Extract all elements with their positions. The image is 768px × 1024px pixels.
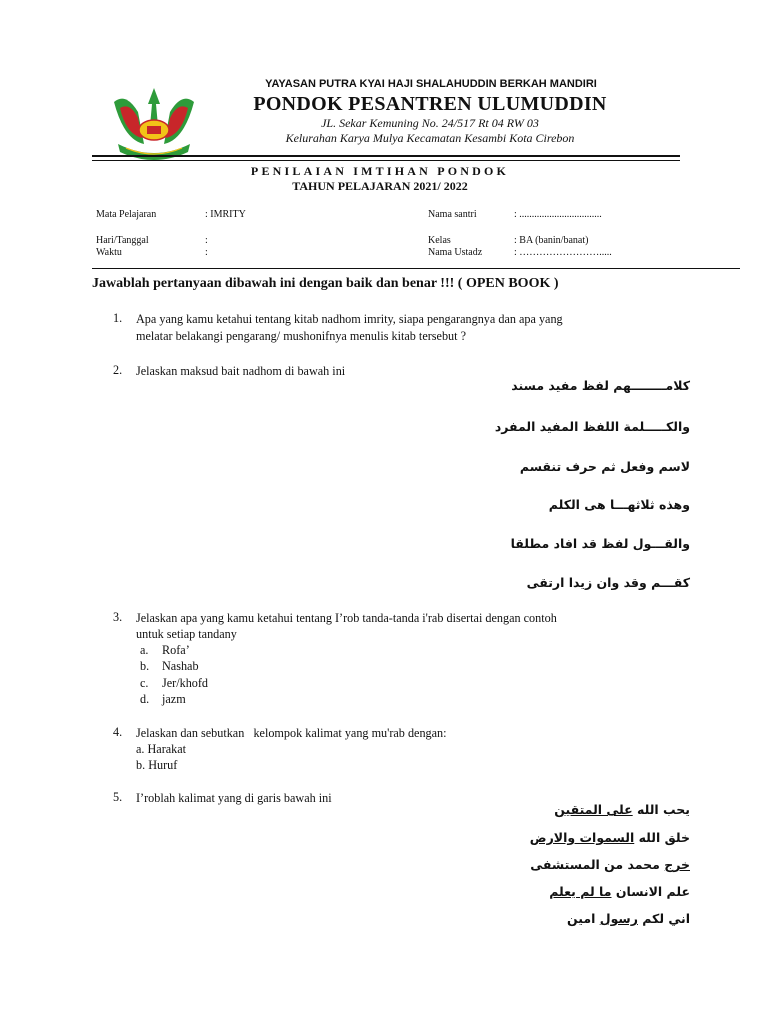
q3-item-text: Nashab [162, 659, 199, 673]
class-value: : BA (banin/banat) [514, 235, 589, 246]
subject-label: Mata Pelajaran [96, 209, 157, 220]
q5-sentence-3 [530, 857, 690, 872]
q3-item-text: jazm [162, 692, 186, 706]
q3-item-mark: a. [140, 643, 149, 657]
q1-line2: melatar belakangi pengarang/ mushonifnya menulis kitab tersebut ? [136, 329, 466, 343]
q5-rest: محمد من المستشفى [530, 857, 665, 872]
header-rule-thick [92, 155, 680, 157]
q4-option-b: b. Huruf [136, 758, 178, 772]
q2-verse-6: كقـــم وقد وان زيدا ارتقى [526, 575, 690, 590]
q4-option-a: a. Harakat [136, 742, 187, 756]
q4-text: Jelaskan dan sebutkan kelompok kalimat yang mu'rab dengan: [136, 726, 447, 740]
q5-plain: خلق الله [634, 830, 690, 845]
time-label: Waktu [96, 247, 122, 258]
q2-verse-4: وهذه ثلاثهـــا هى الكلم [548, 497, 690, 512]
foundation-name: YAYASAN PUTRA KYAI HAJI SHALAHUDDIN BERKAH MANDIRI [265, 78, 597, 90]
q5-plain: علم الانسان [611, 884, 690, 899]
teacher-value[interactable]: : ……………………..... [514, 247, 612, 258]
q5-underlined: ما لم يعلم [549, 884, 612, 899]
q1-line1: Apa yang kamu ketahui tentang kitab nadhom imrity, siapa pengarangnya dan apa yang [136, 312, 563, 326]
q2-verse-2: والكـــــلمة اللفظ المفيد المفرد [494, 419, 690, 434]
time-value[interactable]: : [205, 247, 208, 258]
q3-item-text: Rofa’ [162, 643, 190, 657]
q2-verse-1: كلامــــــــهم لفظ مفيد مسند [511, 378, 690, 393]
student-label: Nama santri [428, 209, 477, 220]
q5-number: 5. [113, 790, 123, 804]
q5-sentence-5 [567, 911, 690, 926]
date-value[interactable]: : [205, 235, 208, 246]
q4-number: 4. [113, 725, 123, 739]
exam-year: TAHUN PELAJARAN 2021/ 2022 [292, 179, 468, 193]
q3-number: 3. [113, 610, 123, 624]
q2-number: 2. [113, 363, 123, 377]
q5-plain: يحب الله [632, 802, 690, 817]
header-rule-thin [92, 160, 680, 161]
q5-underlined: رسول [599, 911, 638, 926]
school-logo [104, 82, 204, 162]
q3-item-mark: c. [140, 676, 149, 690]
address-line-1: JL. Sekar Kemuning No. 24/517 Rt 04 RW 03 [321, 116, 539, 130]
q5-underlined: على المتقين [554, 802, 633, 817]
date-label: Hari/Tanggal [96, 235, 149, 246]
q1-number: 1. [113, 311, 123, 325]
q3-item-text: Jer/khofd [162, 676, 209, 690]
q3-item-mark: d. [140, 692, 150, 706]
info-rule [92, 268, 740, 269]
address-line-2: Kelurahan Karya Mulya Kecamatan Kesambi Kota Cirebon [285, 131, 575, 145]
q5-sentence-4 [549, 884, 690, 899]
q5-underlined: السموات والارض [529, 830, 635, 845]
instruction: Jawablah pertanyaan dibawah ini dengan baik dan benar !!! ( OPEN BOOK ) [92, 276, 559, 291]
q5-plain: اني لكم [637, 911, 690, 926]
q3-line2: untuk setiap tandany [136, 627, 237, 641]
exam-title: PENILAIAN IMTIHAN PONDOK [250, 164, 510, 178]
q2-verse-5: والقـــول لفظ قد افاد مطلقا [510, 536, 690, 551]
student-value[interactable]: : ................................. [514, 209, 602, 220]
q5-underlined: خرج [664, 857, 690, 872]
q5-sentence-2 [530, 830, 690, 845]
q5-text: I’roblah kalimat yang di garis bawah ini [136, 791, 332, 805]
q5-sentence-1 [554, 802, 690, 817]
q2-text: Jelaskan maksud bait nadhom di bawah ini [136, 364, 346, 378]
q3-line1: Jelaskan apa yang kamu ketahui tentang I’rob tanda-tanda i'rab disertai dengan contoh [136, 611, 557, 625]
teacher-label: Nama Ustadz [428, 247, 483, 258]
q5-rest: امين [567, 911, 600, 926]
q3-item-mark: b. [140, 659, 150, 673]
subject-value: : IMRITY [205, 209, 246, 220]
q2-verse-3: لاسم وفعل ثم حرف تنقسم [519, 459, 690, 474]
school-name: PONDOK PESANTREN ULUMUDDIN [253, 93, 607, 115]
class-label: Kelas [428, 235, 451, 246]
